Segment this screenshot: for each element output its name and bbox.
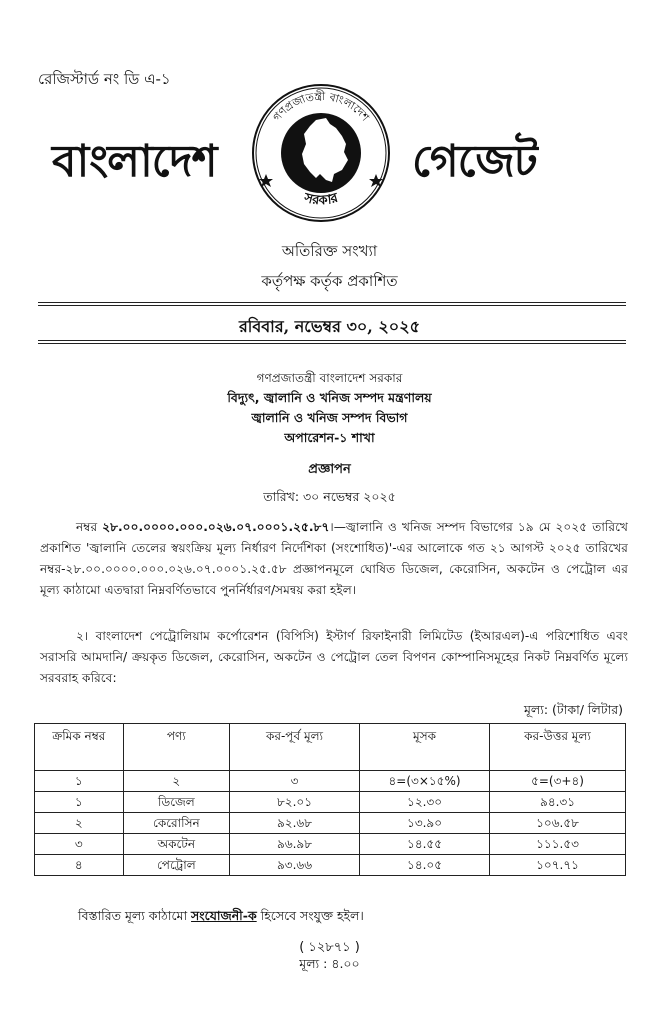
table-row bbox=[35, 813, 626, 834]
annex-prefix: বিস্তারিত মূল্য কাঠামো bbox=[78, 908, 192, 923]
table-row bbox=[35, 792, 626, 813]
svg-text:সরকার bbox=[301, 190, 340, 208]
table-cell: ৪ bbox=[35, 855, 124, 876]
table-cell: ১ bbox=[35, 792, 124, 813]
table-cell: ১৩.৯০ bbox=[360, 813, 490, 834]
table-cell: ডিজেল bbox=[123, 792, 229, 813]
column-header-vat: মূসক bbox=[360, 724, 490, 771]
paragraph-1 bbox=[40, 517, 628, 601]
extra-issue-label: অতিরিক্ত সংখ্যা bbox=[281, 242, 378, 260]
annex-reference: সংযোজনী-ক bbox=[191, 908, 257, 923]
table-cell: কেরোসিন bbox=[123, 813, 229, 834]
price-unit-label: মূল্য: (টাকা/ লিটার) bbox=[523, 702, 623, 717]
column-header-pretax-price: কর-পূর্ব মূল্য bbox=[230, 724, 360, 771]
table-cell: ১০৬.৫৮ bbox=[490, 813, 626, 834]
government-name: গণপ্রজাতন্ত্রী বাংলাদেশ সরকার bbox=[256, 371, 403, 385]
annex-suffix: হিসেবে সংযুক্ত হইল। bbox=[256, 908, 364, 923]
divider bbox=[38, 340, 626, 341]
notification-heading: প্রজ্ঞাপন bbox=[308, 462, 351, 477]
notice-number: ২৮.০০.০০০০.০০০.০২৬.০৭.০০০১.২৫.৮৭ bbox=[102, 520, 330, 534]
table-row bbox=[35, 855, 626, 876]
table-cell: ১ bbox=[35, 771, 124, 792]
division-name: জ্বালানি ও খনিজ সম্পদ বিভাগ bbox=[251, 410, 408, 425]
table-cell: ১২.৩০ bbox=[360, 792, 490, 813]
table-cell: ৩ bbox=[35, 834, 124, 855]
page-number: ( ১২৮৭১ ) bbox=[299, 940, 360, 955]
table-cell: ২ bbox=[123, 771, 229, 792]
table-cell: ৯২.৬৮ bbox=[230, 813, 360, 834]
divider bbox=[38, 302, 626, 303]
column-header-serial: ক্রমিক নম্বর bbox=[35, 724, 124, 771]
seal-top-text: গণপ্রজাতন্ত্রী বাংলাদেশ bbox=[270, 89, 372, 124]
table-cell: ৩ bbox=[230, 771, 360, 792]
column-header-product: পণ্য bbox=[123, 724, 229, 771]
registration-number: রেজিস্টার্ড নং ডি এ-১ bbox=[38, 70, 171, 88]
seal-bottom-text: সরকার bbox=[302, 190, 340, 209]
table-cell: ১৪.৫৫ bbox=[360, 834, 490, 855]
table-cell: ১১১.৫৩ bbox=[490, 834, 626, 855]
fuel-price-table bbox=[34, 723, 626, 876]
paragraph-1-text: ।—জ্বালানি ও খনিজ সম্পদ বিভাগের ১৯ মে ২০২৫ তারিখে প্রকাশিত 'জ্বালানি তেলের স্বয়ংক্রিয় মূল্য নির্ধারণ নির্দেশিকা (সংশোধিত)'-এর আলোকে গত ২১ আগস্ট ২০২৫ তারিখের নম্বর-২৮.০০.০০০০.০০০.০২৬.০৭.০০০১.২৫.৫৮ প্রজ্ঞাপনমূলে ঘোষিত ডিজেল, কেরোসিন, অকটেন ও পেট্রোল এর মূল্য কাঠামো এতদ্বারা নিম্নবর্ণিতভাবে পুনর্নির্ধারণ/সমন্বয় করা হইল। bbox=[40, 520, 628, 597]
paragraph-2: ২। বাংলাদেশ পেট্রোলিয়াম কর্পোরেশন (বিপিসি) ইস্টার্ণ রিফাইনারী লিমিটেড (ইআরএল)-এ পরিশোধিত এবং সরাসরি আমদানি/ ক্রয়কৃত ডিজেল, কেরোসিন, অকটেন ও পেট্রোল তেল বিপণন কোম্পানিসমূহের নিকট নিম্নবর্ণিত মূল্যে সরবরাহ করিবে: bbox=[40, 629, 628, 685]
ministry-name: বিদ্যুৎ, জ্বালানি ও খনিজ সম্পদ মন্ত্রণালয় bbox=[227, 390, 432, 405]
branch-name: অপারেশন-১ শাখা bbox=[284, 430, 375, 445]
gazette-price: মূল্য : ৪.০০ bbox=[299, 956, 360, 971]
gazette-title-right: গেজেট bbox=[412, 136, 537, 187]
divider bbox=[38, 305, 626, 306]
table-cell: ৯৬.৯৮ bbox=[230, 834, 360, 855]
table-cell: অকটেন bbox=[123, 834, 229, 855]
publication-date: রবিবার, নভেম্বর ৩০, ২০২৫ bbox=[238, 317, 420, 336]
notice-number-prefix: নম্বর bbox=[76, 520, 103, 534]
table-cell: পেট্রোল bbox=[123, 855, 229, 876]
divider bbox=[38, 343, 626, 344]
gazette-title-left: বাংলাদেশ bbox=[52, 136, 217, 187]
table-row bbox=[35, 834, 626, 855]
publisher-label: কর্তৃপক্ষ কর্তৃক প্রকাশিত bbox=[261, 272, 398, 290]
notification-date: তারিখ: ৩০ নভেম্বর ২০২৫ bbox=[263, 489, 396, 504]
table-cell: ৫=(৩+৪) bbox=[490, 771, 626, 792]
table-cell: ১৪.০৫ bbox=[360, 855, 490, 876]
table-row bbox=[35, 771, 626, 792]
government-seal-emblem bbox=[246, 78, 396, 228]
annex-note bbox=[78, 908, 364, 928]
table-header-row bbox=[35, 724, 626, 771]
table-cell: ৪=(৩×১৫%) bbox=[360, 771, 490, 792]
table-cell: ২ bbox=[35, 813, 124, 834]
table-cell: ৯৪.৩১ bbox=[490, 792, 626, 813]
table-cell: ৯৩.৬৬ bbox=[230, 855, 360, 876]
column-header-posttax-price: কর-উত্তর মূল্য bbox=[490, 724, 626, 771]
table-cell: ১০৭.৭১ bbox=[490, 855, 626, 876]
table-cell: ৮২.০১ bbox=[230, 792, 360, 813]
